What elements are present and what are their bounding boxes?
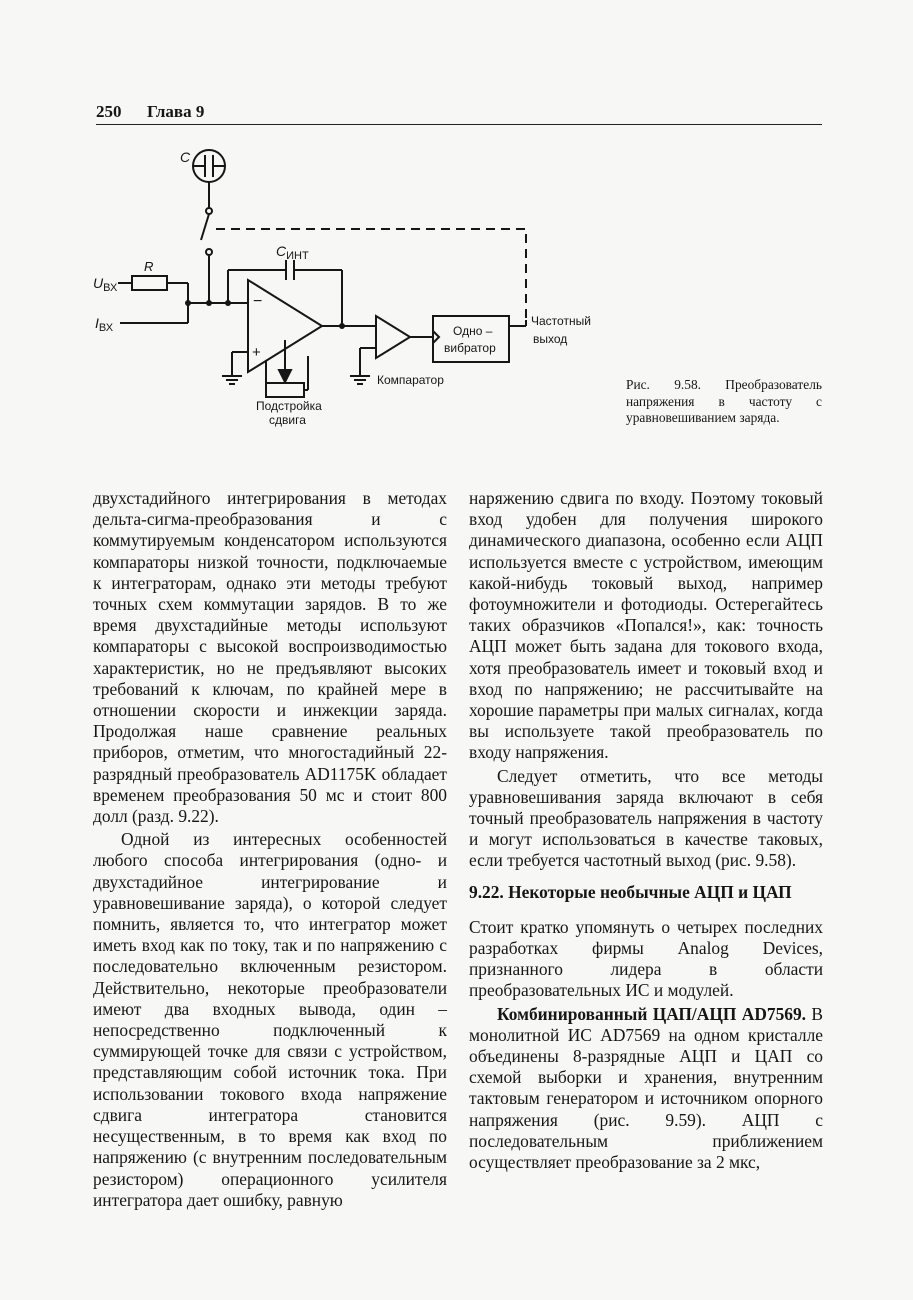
- charge-source-symbol: [193, 150, 225, 214]
- section-title: 9.22. Некоторые необычные АЦП и ЦАП: [469, 881, 792, 902]
- page-header: [96, 98, 822, 125]
- label-c: C: [180, 149, 191, 165]
- page-number: 250: [96, 102, 122, 121]
- opamp-minus-sign: −: [253, 293, 263, 310]
- label-c-int: $C_{ИНТ}$: [276, 243, 309, 262]
- left-paragraph-2: Одной из интересных особенностей любого способа интегрирования (одно- и двухстадийное интегрирование и уравновешивание заряда), о которой следует помнить, является то, что интегратор может иметь вход как по току, так и по напряжению с последовательно включенным резистором. Действительно, некоторые преобразователи имеют два входных вывода, один – непосредственно подключенный к суммирующей точке для связи с устройством, представляющим собой источник тока. При использовании токового входа напряжение сдвига интегратора становится несущественным, в то время как вход по напряжению (с внутренним последовательным резистором) операционного усилителя интегратора дает ошибку, равную: [93, 829, 447, 1210]
- right-paragraph-1: наряжению сдвига по входу. Поэтому токовый вход удобен для получения широкого динамического диапазона, особенно если АЦП используется вместе с устройством, имеющим какой-нибудь токовый выход, например фотоумножители и фотодиоды. Остерегайтесь таких образчиков «Попался!», как: точность АЦП может быть задана для токового входа, хотя преобразователь имеет и токовый вход и вход по напряжению; не рассчитывайте на хорошие параметры при малых сигналах, когда вы используете такой преобразователь по входу напряжения.: [469, 488, 823, 763]
- label-one-shot-1: Одно –: [453, 324, 493, 338]
- left-paragraph-1: двухстадийного интегрирования в методах дельта-сигма-преобразования и с коммутируемым конденсатором используются компараторы низкой точности, подключаемые к интеграторам, однако эти методы требуют точных схем коммутации зарядов. В то же время двухстадийные методы используют компараторы с высокой воспроизводимостью характеристик, но не предъявляют высоких требований к ключам, по крайней мере в отношении скорости и инжекции заряда. Продолжая наше сравнение реальных приборов, отметим, что многостадийный 22-разрядный преобразователь AD1175K обладает временем преобразования 50 мс и стоит 800 долл (разд. 9.22).: [93, 488, 447, 827]
- opamp-ground: [222, 352, 248, 384]
- label-offset-1: Подстройка: [256, 399, 322, 413]
- run-in-title: Комбинированный ЦАП/АЦП AD7569.: [497, 1003, 807, 1024]
- circuit-diagram: [80, 140, 610, 440]
- label-freq-out-2: выход: [533, 332, 568, 346]
- label-freq-out-1: Частотный: [531, 314, 591, 328]
- label-one-shot-2: вибратор: [444, 341, 496, 355]
- label-offset-2: сдвига: [269, 413, 306, 427]
- label-r: R: [144, 259, 154, 274]
- chapter-title: Глава 9: [147, 102, 205, 121]
- switch-symbol: [201, 214, 212, 303]
- right-paragraph-2: Следует отметить, что все методы уравновешивания заряда включают в себя точный преобразователь напряжения в частоту и могут использоваться в качестве таковых, если требуется частотный выход (рис. 9.58).: [469, 765, 823, 871]
- right-column: [469, 488, 823, 1173]
- label-i-in: $I_{ВХ}$: [95, 315, 114, 334]
- figure-caption: Рис. 9.58. Преобразователь напряжения в частоту с уравновешиванием заряда.: [626, 377, 822, 425]
- control-dashed-line: [216, 229, 526, 320]
- right-paragraph-3: Стоит кратко упомянуть о четырех последних разработках фирмы Analog Devices, признанного лидера в области преобразовательных ИС и модулей.: [469, 916, 823, 1001]
- label-u-in: $U_{ВХ}$: [93, 275, 118, 294]
- right-paragraph-4-body: В монолитной ИС AD7569 на одном кристалле объединены 8-разрядные АЦП и ЦАП со схемой выборки и хранения, внутренним тактовым генератором и источником опорного напряжения (рис. 9.59). АЦП с последовательным приближением осуществляет преобразование за 2 мкс,: [469, 1003, 823, 1173]
- right-paragraph-4: [469, 1004, 823, 1174]
- left-column: [93, 488, 447, 1211]
- one-shot-block: [433, 316, 526, 362]
- label-comparator: Компаратор: [377, 373, 444, 387]
- integrator-capacitor: [228, 260, 342, 326]
- input-resistor-R: [118, 276, 188, 303]
- opamp-plus-sign: +: [252, 344, 261, 361]
